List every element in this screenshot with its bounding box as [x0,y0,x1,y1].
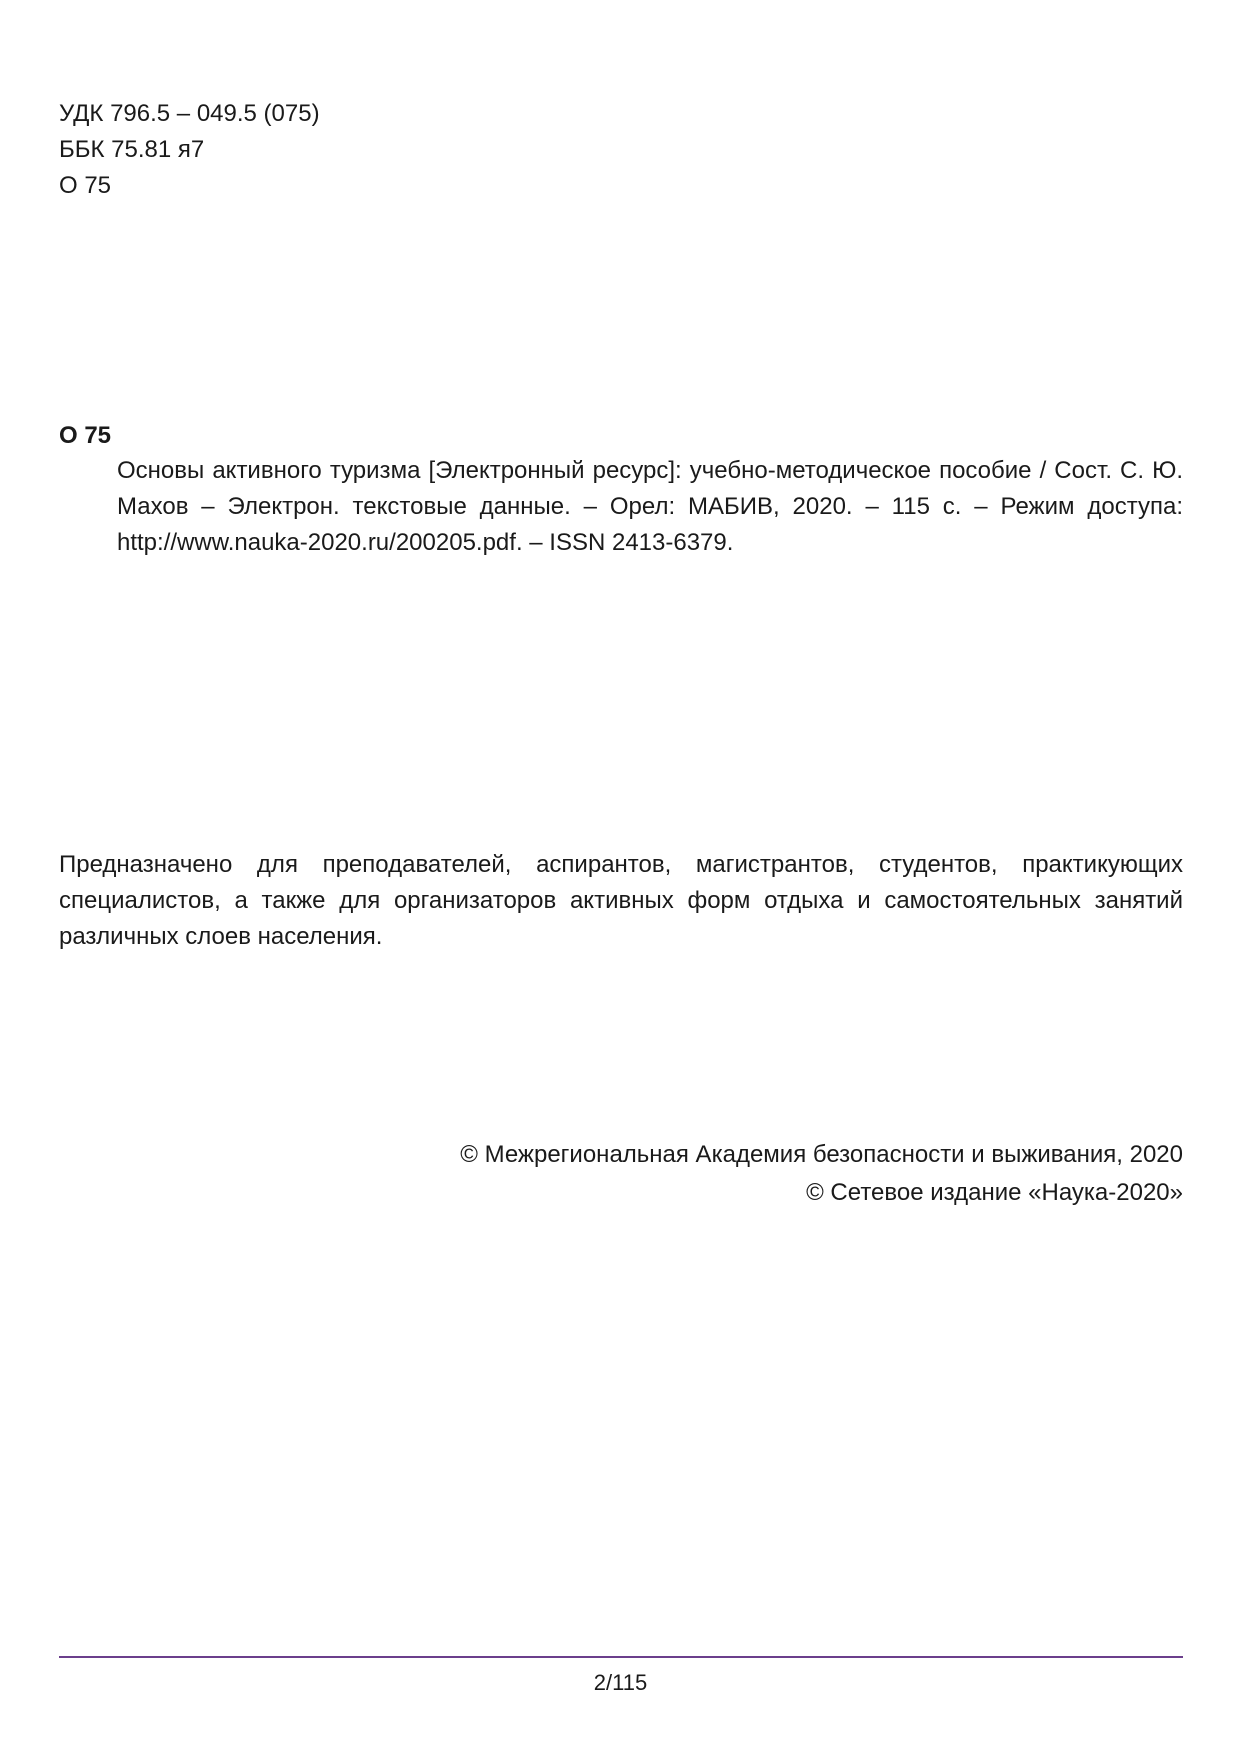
udk-code: УДК 796.5 – 049.5 (075) [59,100,320,127]
footer-divider [59,1656,1183,1658]
copyright-block [460,1136,1183,1212]
bbk-code: ББК 75.81 я7 [59,136,205,163]
copyright-academy: © Межрегиональная Академия безопасности и выживания, 2020 [460,1141,1183,1168]
audience-annotation: Предназначено для преподавателей, аспирантов, магистрантов, студентов, практикующих специалистов, а также для организаторов активных форм отдыха и самостоятельных занятий различных слоев населения. [59,851,1183,950]
copyright-publisher: © Сетевое издание «Наука-2020» [806,1179,1183,1206]
entry-code: О 75 [59,422,112,449]
author-mark: О 75 [59,172,112,199]
page-number: 2/115 [593,1670,648,1695]
bibliographic-description: Основы активного туризма [Электронный ресурс]: учебно-методическое пособие / Сост. С. Ю. Махов – Электрон. текстовые данные. – Орел: МАБИВ, 2020. – 115 с. – Режим доступа: http://www.nauka-2020.ru/200205.pdf. – ISSN 2413-6379. [117,457,1183,556]
classification-block [59,96,320,204]
